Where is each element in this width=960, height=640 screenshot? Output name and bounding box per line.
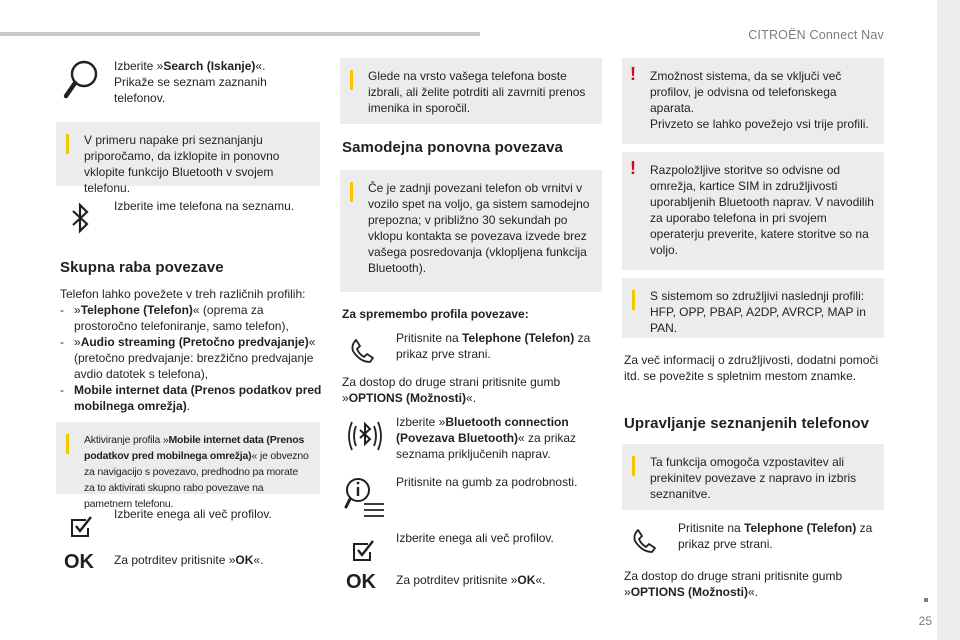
note-marker [632,290,635,310]
search-icon [60,58,100,98]
phone-icon [624,520,664,560]
heading-manage-paired: Upravljanje seznanjenih telefonov [624,415,870,432]
note-marker [350,182,353,202]
note-auto-reconnect-text: Če je zadnji povezani telefon ob vrnitvi v vozilo spet na voljo, ga sistem samodejno prepozna; v približno 30 sekundah po vklopu kontakta se povezava izvede brez vašega posredovanja (vklopljena funkcija Bluetooth). [368,181,590,275]
note-marker [66,134,69,154]
note-marker [66,434,69,454]
note-contacts-transfer-text: Glede na vrsto vašega telefona boste izbrali, ali želite potrditi ali zavrniti prenos imenika in sporočil. [368,69,586,115]
note-marker [632,456,635,476]
note-compatible-profiles-text: S sistemom so združljivi naslednji profili: HFP, OPP, PBAP, A2DP, AVRCP, MAP in PAN. [650,289,866,335]
note-mobile-data [56,422,320,510]
profile-item: - »Telephone (Telefon)« (oprema za prostoročno telefoniranje, samo telefon), [60,303,289,333]
info-text: Za več informacij o združljivosti, dodatni pomoči itd. se povežite s spletnim mestom znamke. [624,353,879,383]
header-rule [0,32,480,36]
search-step-text: Izberite »Search (Iskanje)«. Prikaže se seznam zaznanih telefonov. [114,59,267,105]
page-marker [924,598,928,602]
details-icon [342,474,382,514]
phone-icon [342,330,382,370]
ok-icon: OK [346,571,376,593]
phone-step-2-text: Pritisnite na Telephone (Telefon) za prikaz prve strani. [678,521,873,551]
profiles-select-step-2-text: Izberite enega ali več profilov. [396,531,554,545]
checkbox-icon [60,506,100,546]
profile-item: - Mobile internet data (Prenos podatkov pred mobilnega omrežja). [60,383,322,413]
profiles-list [60,302,322,414]
options-instruction: Za dostop do druge strani pritisnite gumb »OPTIONS (Možnosti)«. [342,375,561,405]
heading-auto-reconnect: Samodejna ponovna povezava [342,139,563,156]
side-strip [937,0,960,640]
ok-step-2-text: Za potrditev pritisnite »OK«. [396,573,546,587]
bluetooth-icon [60,198,100,238]
note-marker [350,70,353,90]
profiles-intro: Telefon lahko povežete v treh različnih profilih: [60,287,306,301]
brand-title: CITROËN Connect Nav [748,28,884,42]
page-number: 25 [918,614,932,628]
warning-multi-profile-text: Zmožnost sistema, da se vključi več profilov, je odvisna od telefonskega aparata. Privzeto se lahko povežejo vsi trije profili. [650,69,869,131]
warning-services [622,152,884,270]
options-instruction-2: Za dostop do druge strani pritisnite gumb »OPTIONS (Možnosti)«. [624,569,843,599]
warning-services-text: Razpoložljive storitve so odvisne od omrežja, kartice SIM in združljivosti uporabljenih Bluetooth naprav. V navodilih za uporabo telefona in pri svojem operaterju preverite, katere storitve so na voljo. [650,163,874,257]
note-manage-paired [622,444,884,510]
heading-connection-sharing: Skupna raba povezave [60,259,224,276]
bt-connection-step-text: Izberite »Bluetooth connection (Povezava Bluetooth)« za prikaz seznama priključenih naprav. [396,415,577,461]
note-pairing-error-text: V primeru napake pri seznanjanju priporočamo, da izklopite in ponovno vklopite funkcijo Bluetooth v svojem telefonu. [84,133,280,195]
bluetooth-connection-icon [342,414,382,454]
checkbox-icon [342,530,382,570]
note-mobile-data-text: Aktiviranje profila »Mobile internet data (Prenos podatkov pred mobilnega omrežja)« je obvezno za navigacijo s povezavo, predhodno pa morate za to aktivirati skupno rabo povezave na pametnem telefonu. [84,434,309,510]
note-contacts-transfer [340,58,602,124]
warning-multi-profile [622,58,884,144]
note-pairing-error [56,122,320,195]
note-auto-reconnect [340,170,602,292]
profiles-select-step-text: Izberite enega ali več profilov. [114,507,272,521]
profile-item: - »Audio streaming (Pretočno predvajanje)« (pretočno predvajanje: brezžično predvajanje avdio datotek s telefona), [60,335,316,381]
change-profile-subheading: Za spremembo profila povezave: [342,307,529,321]
ok-icon: OK [64,551,94,573]
details-step-text: Pritisnite na gumb za podrobnosti. [396,475,578,489]
warning-icon: ! [630,158,636,178]
warning-icon: ! [630,64,636,84]
note-compatible-profiles [622,278,884,338]
note-manage-paired-text: Ta funkcija omogoča vzpostavitev ali prekinitev povezave z napravo in izbris seznanitve. [650,455,857,501]
ok-step-text: Za potrditev pritisnite »OK«. [114,553,264,567]
phone-step-text: Pritisnite na Telephone (Telefon) za prikaz prve strani. [396,331,591,361]
bluetooth-step-text: Izberite ime telefona na seznamu. [114,199,295,213]
